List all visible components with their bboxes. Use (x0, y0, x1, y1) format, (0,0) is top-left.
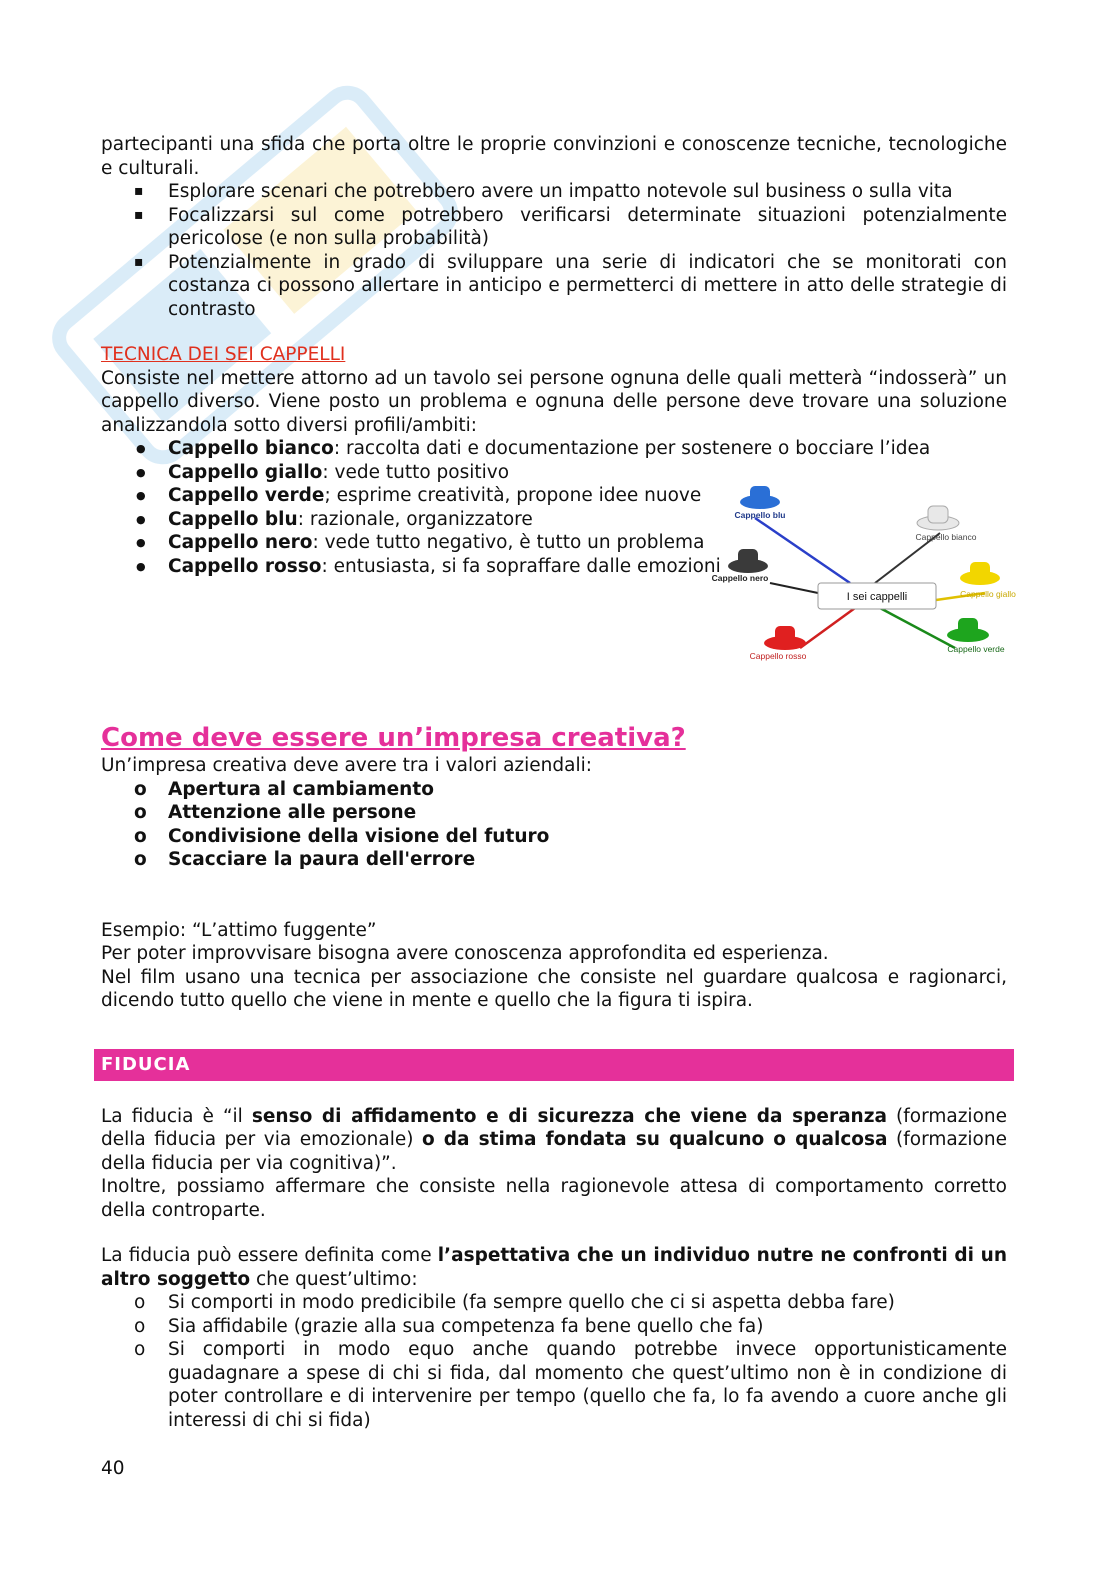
creative-intro: Un’impresa creativa deve avere tra i valori aziendali: (101, 755, 592, 776)
six-hats-diagram (700, 478, 1035, 668)
label-nero: Cappello nero (711, 573, 769, 583)
fiducia-paragraph-2: Inoltre, possiamo affermare che consiste nella ragionevole attesa di comportamento corretto della controparte. (101, 1176, 1007, 1221)
list-item: o Apertura al cambiamento (101, 778, 1007, 802)
list-item: ● Cappello nero: vede tutto negativo, è tutto un problema (101, 531, 673, 555)
page-number: 40 (101, 1458, 125, 1479)
fiducia-paragraph-1: La fiducia è “il senso di affidamento e di sicurezza che viene da speranza (formazione della fiducia per via emozionale) o da stima fondata su qualcuno o qualcosa (formazione della fiducia per via cognitiva)”. (101, 1105, 1007, 1174)
hat-bianco-icon (917, 506, 959, 530)
label-blu: Cappello blu (734, 510, 786, 520)
list-item: o Condivisione della visione del futuro (101, 825, 1007, 849)
list-item: ● Cappello rosso: entusiasta, si fa sopraffare dalle emozioni (101, 555, 673, 579)
hat-giallo-icon (960, 562, 1000, 585)
list-item: o Scacciare la paura dell'errore (101, 848, 1007, 872)
six-hats-paragraph: Consiste nel mettere attorno ad un tavolo sei persone ognuna delle quali metterà “indosserà” un cappello diverso. Viene posto un problema e ognuna delle persone deve trovare una soluzione analizzandola sotto diversi profili/ambiti: (101, 367, 1007, 436)
list-item: ▪ Potenzialmente in grado di sviluppare una serie di indicatori che se monitorati con costanza ci possono allertare in anticipo e permetterci di mettere in atto delle strategie di contrasto (101, 251, 1007, 322)
creative-heading: Come deve essere un’impresa creativa? (101, 723, 686, 753)
label-rosso: Cappello rosso (749, 651, 807, 661)
list-item: o Si comporti in modo predicibile (fa sempre quello che ci si aspetta debba fare) (101, 1291, 1007, 1315)
list-item: ▪ Focalizzarsi sul come potrebbero verificarsi determinate situazioni potenzialmente pericolose (e non sulla probabilità) (101, 204, 1007, 251)
connector-blu (755, 518, 850, 583)
list-item: ▪ Esplorare scenari che potrebbero avere un impatto notevole sul business o sulla vita (101, 180, 1007, 204)
list-item: o Sia affidabile (grazie alla sua competenza fa bene quello che fa) (101, 1315, 1007, 1339)
example-title: Esempio: “L’attimo fuggente” (101, 919, 377, 941)
example-line-1: Per poter improvvisare bisogna avere conoscenza approfondita ed esperienza. (101, 943, 829, 964)
list-item: ● Cappello giallo: vede tutto positivo (101, 461, 673, 485)
intro-bullet-list (101, 180, 1007, 321)
hat-verde-icon (947, 618, 989, 642)
connector-verde (880, 608, 955, 648)
hat-blu-icon (740, 486, 780, 509)
list-item: ● Cappello bianco: raccolta dati e documentazione per sostenere o bocciare l’idea (101, 437, 673, 461)
creative-values-list (101, 778, 1007, 872)
list-item: o Si comporti in modo equo anche quando potrebbe invece opportunisticamente guadagnare a spese di chi si fida, dal momento che quest’ultimo non è in condizione di poter controllare e di intervenire per tempo (quello che fa, lo fa avendo a cuore anche gli interessi di chi si fida) (101, 1338, 1007, 1432)
fiducia-list (101, 1291, 1007, 1432)
fiducia-paragraph-3: La fiducia può essere definita come l’aspettativa che un individuo nutre ne confronti di un altro soggetto che quest’ultimo: (101, 1245, 1007, 1290)
main-content (101, 133, 1007, 1432)
hat-rosso-icon (764, 626, 806, 650)
label-bianco: Cappello bianco (915, 532, 977, 542)
label-giallo: Cappello giallo (960, 589, 1016, 599)
connector-rosso (800, 608, 855, 648)
six-hats-heading: TECNICA DEI SEI CAPPELLI (101, 344, 346, 365)
example-line-2: Nel film usano una tecnica per associazione che consiste nel guardare qualcosa e ragionarci, dicendo tutto quello che viene in mente e quello che la figura ti ispira. (101, 966, 1007, 1011)
list-item: ● Cappello verde; esprime creatività, propone idee nuove (101, 484, 673, 508)
list-item: o Attenzione alle persone (101, 801, 1007, 825)
center-label: I sei cappelli (846, 591, 908, 603)
list-item: ● Cappello blu: razionale, organizzatore (101, 508, 673, 532)
hat-nero-icon (728, 549, 768, 573)
connector-nero (770, 583, 818, 593)
intro-paragraph: partecipanti una sfida che porta oltre le proprie convinzioni e conoscenze tecniche, tecnologiche e culturali. (101, 134, 1007, 179)
fiducia-banner: FIDUCIA (94, 1049, 1014, 1081)
label-verde: Cappello verde (947, 644, 1005, 654)
